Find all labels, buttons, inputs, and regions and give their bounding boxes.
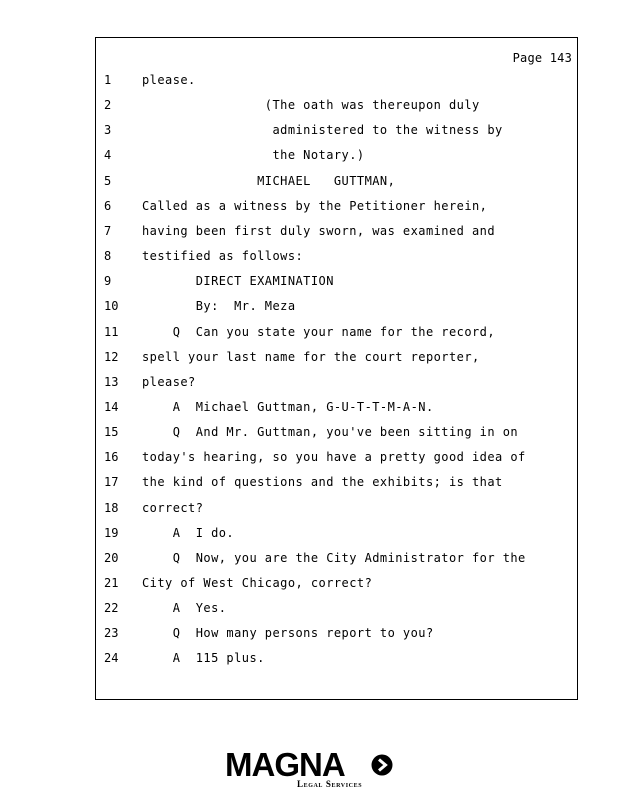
line-text: spell your last name for the court reporter, — [142, 349, 480, 364]
line-text: today's hearing, so you have a pretty good idea of — [142, 450, 526, 465]
line-number: 19 — [104, 525, 119, 540]
line-number: 18 — [104, 500, 119, 515]
line-text: A 115 plus. — [142, 651, 265, 666]
line-number: 23 — [104, 626, 119, 641]
line-number: 22 — [104, 601, 119, 616]
line-number: 21 — [104, 576, 119, 590]
logo-subtitle: Legal Services — [297, 779, 363, 789]
line-number: 24 — [104, 651, 119, 666]
line-number: 13 — [104, 374, 119, 389]
page-number: Page 143 — [512, 51, 572, 65]
line-text: Q How many persons report to you? — [142, 626, 434, 641]
line-text: Q And Mr. Guttman, you've been sitting in on — [142, 425, 519, 440]
line-text: Q Now, you are the City Administrator for the — [142, 550, 526, 565]
line-number: 1 — [104, 73, 112, 87]
line-text: City of West Chicago, correct? — [142, 576, 373, 590]
line-number: 2 — [104, 98, 112, 113]
line-text: the kind of questions and the exhibits; is that — [142, 475, 503, 490]
line-text: testified as follows: — [142, 249, 304, 263]
line-number: 4 — [104, 148, 112, 163]
line-number: 3 — [104, 123, 112, 138]
line-text: MICHAEL GUTTMAN, — [142, 173, 396, 188]
line-number: 17 — [104, 475, 119, 490]
line-text: administered to the witness by — [142, 123, 503, 138]
line-text: A Yes. — [142, 601, 227, 616]
line-text: Called as a witness by the Petitioner herein, — [142, 198, 488, 213]
line-number: 14 — [104, 399, 119, 414]
magna-logo — [225, 748, 400, 792]
line-number: 16 — [104, 450, 119, 465]
line-text: DIRECT EXAMINATION — [142, 274, 334, 289]
line-number: 10 — [104, 299, 119, 314]
line-text: A Michael Guttman, G-U-T-T-M-A-N. — [142, 399, 434, 414]
line-text: By: Mr. Meza — [142, 299, 296, 314]
logo-wordmark: MAGNA — [225, 746, 345, 783]
line-number: 9 — [104, 274, 112, 289]
line-text: having been first duly sworn, was examined and — [142, 223, 496, 238]
line-number: 8 — [104, 249, 112, 263]
line-number: 15 — [104, 425, 119, 440]
line-number: 11 — [104, 324, 119, 339]
line-number: 12 — [104, 349, 119, 364]
line-text: please? — [142, 374, 196, 389]
line-text: A I do. — [142, 525, 235, 540]
line-text: Q Can you state your name for the record, — [142, 324, 496, 339]
chevron-right-circle-icon — [371, 754, 393, 776]
line-text: please. — [142, 73, 196, 87]
line-number: 6 — [104, 198, 112, 213]
line-number: 20 — [104, 550, 119, 565]
line-number: 5 — [104, 173, 112, 188]
line-number: 7 — [104, 223, 112, 238]
line-text: the Notary.) — [142, 148, 365, 163]
line-text: correct? — [142, 500, 204, 515]
line-text: (The oath was thereupon duly — [142, 98, 480, 113]
